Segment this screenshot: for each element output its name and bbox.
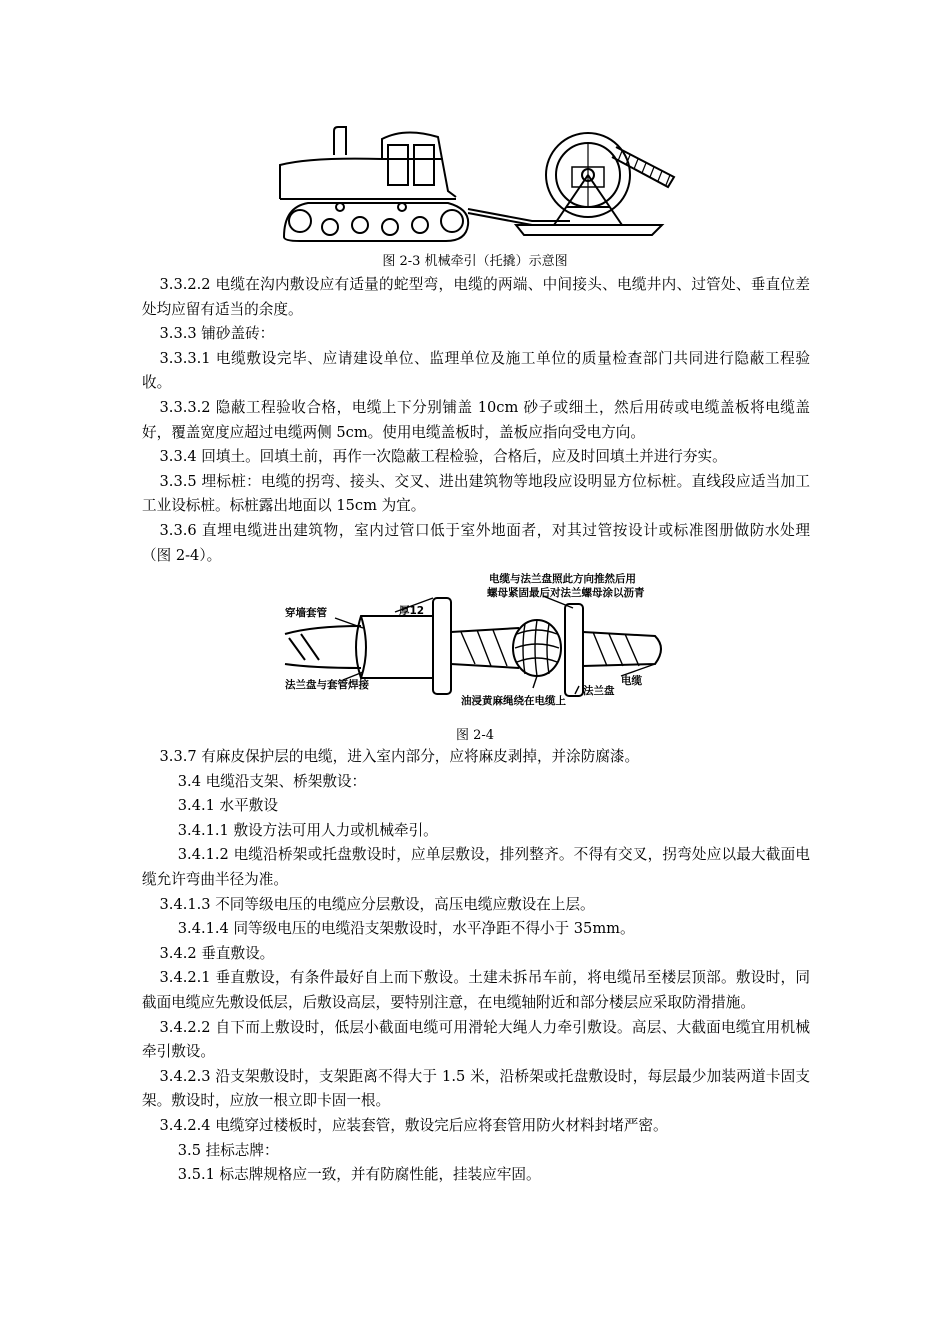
- label-flange: 法兰盘: [583, 685, 615, 697]
- label-note-line2: 螺母紧固最后对法兰螺母涂以沥青: [487, 587, 645, 599]
- body-text-bottom: [142, 745, 810, 1188]
- paragraph: 3.4.2.2 自下而上敷设时，低层小截面电缆可用滑轮大绳人力牵引敷设。高层、大截面电缆宜用机械牵引敷设。: [142, 1018, 810, 1061]
- paragraph: 3.4.1.2 电缆沿桥架或托盘敷设时，应单层敷设，排列整齐。不得有交叉，拐弯处应以最大截面电缆允许弯曲半径为准。: [142, 846, 810, 888]
- paragraph: 3.3.6 直埋电缆进出建筑物，室内过管口低于室外地面者，对其过管按设计或标准图册做防水处理（图 2-4）。: [142, 521, 810, 564]
- label-cable: 电缆: [621, 675, 642, 687]
- label-weld: 法兰盘与套管焊接: [285, 679, 369, 691]
- paragraph: 3.5 挂标志牌：: [177, 1141, 279, 1159]
- paragraph: 3.3.5 埋标桩：电缆的拐弯、接头、交叉、进出建筑物等地段应设明显方位标桩。直线段应适当加工工业设标桩。标桩露出地面以 15cm 为宜。: [142, 472, 810, 515]
- label-note-line1: 电缆与法兰盘照此方向推然后用: [489, 573, 636, 585]
- paragraph: 3.4.1.1 敷设方法可用人力或机械牵引。: [177, 821, 438, 839]
- body-text-top: [142, 273, 810, 568]
- label-thickness: 厚12: [399, 605, 425, 617]
- cable-wall-sleeve-flange-seal-icon: [283, 568, 683, 720]
- paragraph: 3.3.2.2 电缆在沟内敷设应有适量的蛇型弯，电缆的两端、中间接头、电缆井内、过管处、垂直位差处均应留有适当的余度。: [142, 276, 810, 318]
- paragraph: 3.3.3 铺砂盖砖：: [159, 325, 275, 343]
- tractor-pulling-cable-drum-sled-icon: [270, 125, 685, 250]
- paragraph: 3.4.2 垂直敷设。: [159, 944, 275, 962]
- paragraph: 3.4.1.4 同等级电压的电缆沿支架敷设时，水平净距不得小于 35mm。: [177, 920, 635, 938]
- paragraph: 3.4 电缆沿支架、桥架敷设：: [177, 772, 367, 790]
- label-sleeve: 穿墙套管: [285, 607, 327, 619]
- paragraph: 3.5.1 标志牌规格应一致，并有防腐性能，挂装应牢固。: [177, 1166, 541, 1184]
- figure-caption: 图 2-4: [455, 728, 495, 743]
- label-jute: 油浸黄麻绳绕在电缆上: [461, 695, 566, 707]
- paragraph: 3.3.7 有麻皮保护层的电缆，进入室内部分，应将麻皮剥掉，并涂防腐漆。: [159, 748, 640, 765]
- paragraph: 3.4.2.3 沿支架敷设时，支架距离不得大于 1.5 米，沿桥架或托盘敷设时，每层最少加装两道卡固支架。敷设时，应放一根立即卡固一根。: [142, 1067, 810, 1110]
- paragraph: 3.3.4 回填土。回填土前，再作一次隐蔽工程检验，合格后，应及时回填土并进行夯实。: [159, 448, 727, 466]
- paragraph: 3.4.1.3 不同等级电压的电缆应分层敷设，高压电缆应敷设在上层。: [159, 895, 595, 913]
- figure-caption: 图 2-3 机械牵引（托撬）示意图: [382, 254, 568, 269]
- paragraph: 3.3.3.1 电缆敷设完毕、应请建设单位、监理单位及施工单位的质量检查部门共同进行隐蔽工程验收。: [142, 349, 810, 392]
- paragraph: 3.4.1 水平敷设: [177, 797, 278, 815]
- paragraph: 3.3.3.2 隐蔽工程验收合格，电缆上下分别铺盖 10cm 砂子或细土，然后用砖或电缆盖板将电缆盖好，覆盖宽度应超过电缆两侧 5cm。使用电缆盖板时，盖板应指向受电方向。: [142, 398, 810, 441]
- paragraph: 3.4.2.4 电缆穿过楼板时，应装套管，敷设完后应将套管用防火材料封堵严密。: [159, 1116, 668, 1134]
- paragraph: 3.4.2.1 垂直敷设，有条件最好自上而下敷设。土建未拆吊车前，将电缆吊至楼层顶部。敷设时，同截面电缆应先敷设低层，后敷设高层，要特别注意，在电缆轴附近和部分楼层应采取防滑措施。: [142, 969, 810, 1011]
